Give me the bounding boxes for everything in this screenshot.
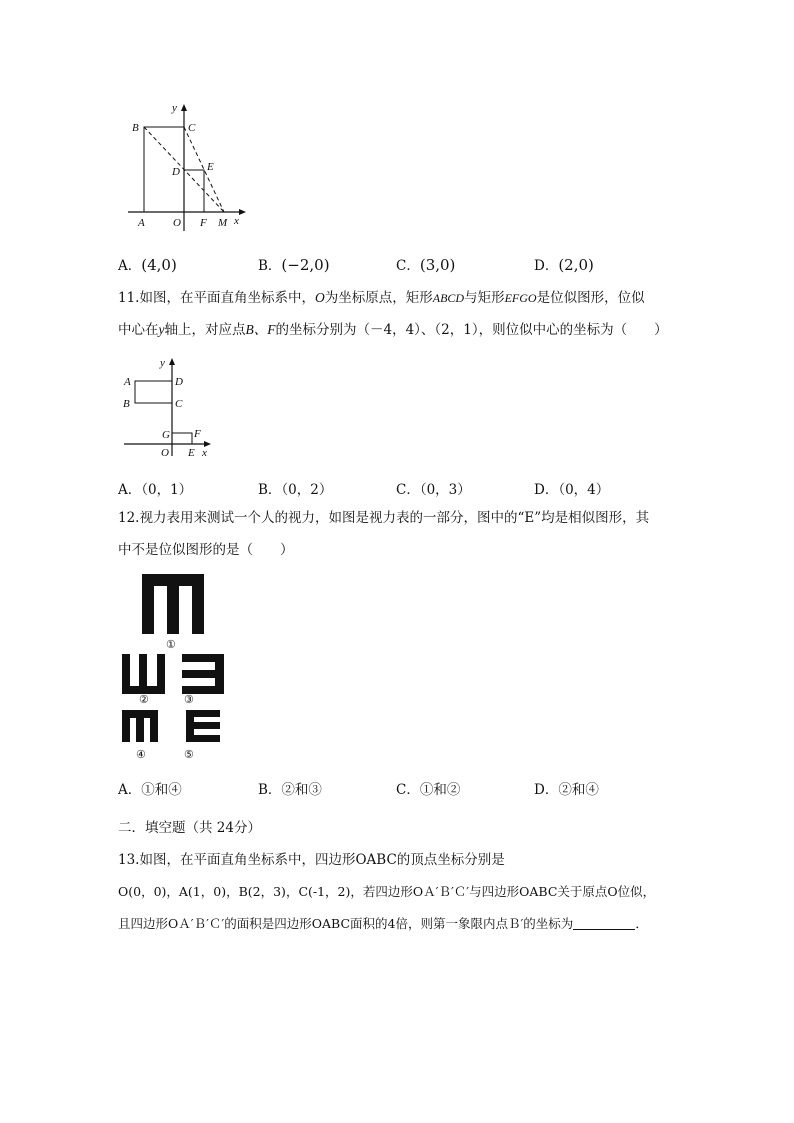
q12-option-d[interactable]: D．②和④ (534, 782, 599, 798)
q11-label-y: y (160, 357, 165, 369)
q11-label-f: F (194, 428, 201, 440)
q10-label-a: A (138, 217, 145, 229)
q13-stem-line2: O(0，0)，A(1，0)，B(2，3)，C(-1，2)，若四边形OＡ′Ｂ′Ｃ′与四边形OABC关于原点O位似， (118, 884, 656, 899)
section-heading-fill-in: 二．填空题（共 24分） (118, 820, 261, 836)
e-chart-symbol-1 (142, 574, 204, 634)
option-letter: B． (258, 258, 282, 274)
q10-option-a[interactable] (118, 254, 177, 274)
e-chart-symbol-2 (122, 654, 165, 694)
option-value: (3,0) (419, 256, 456, 274)
option-letter: A． (118, 258, 142, 274)
q12-label-5: ⑤ (184, 749, 194, 761)
q11-label-o: O (161, 447, 169, 459)
q11-label-a: A (124, 376, 131, 388)
q10-option-d[interactable] (534, 254, 594, 274)
q11-label-d: D (175, 376, 183, 388)
q10-label-m: M (218, 217, 228, 229)
q12-label-4: ④ (136, 749, 146, 761)
option-value: (2,0) (558, 256, 594, 274)
option-letter: C． (396, 258, 420, 274)
q13-answer-blank[interactable] (573, 916, 635, 930)
q10-label-o: O (173, 217, 181, 229)
q11-label-c: C (175, 398, 183, 410)
q10-label-x: x (234, 215, 239, 227)
q11-option-c[interactable]: C．（0，3） (396, 482, 471, 498)
q10-label-b: B (132, 122, 139, 134)
q10-label-e: E (207, 161, 214, 173)
q11-option-a[interactable]: A．（0，1） (118, 482, 193, 498)
q11-stem-line2: 中心在y轴上，对应点B、F的坐标分别为（－4，4）、（2，1），则位似中心的坐标为（ ） (118, 322, 668, 338)
q12-stem-line1: 12.视力表用来测试一个人的视力，如图是视力表的一部分，图中的“E”均是相似图形，其 (118, 510, 650, 526)
q10-label-d: D (172, 166, 180, 178)
q10-label-c: C (188, 122, 196, 134)
q13-stem-line1: 13.如图，在平面直角坐标系中，四边形OABC的顶点坐标分别是 (118, 852, 505, 868)
q11-label-g: G (162, 429, 170, 441)
option-value: (−2,0) (281, 256, 330, 274)
q12-label-2: ② (139, 694, 149, 706)
q12-stem-line2: 中不是位似图形的是（ ） (118, 542, 294, 558)
q12-label-3: ③ (184, 694, 194, 706)
q10-figure (118, 96, 258, 236)
q10-label-f: F (200, 217, 207, 229)
q12-option-b[interactable]: B．②和③ (258, 782, 322, 798)
q11-label-x: x (202, 447, 207, 459)
q12-figure (112, 568, 242, 768)
q13-stem-line3: 且四边形OＡ′Ｂ′Ｃ′的面积是四边形OABC面积的4倍，则第一象限内点Ｂ′的坐标为 ． (118, 916, 648, 931)
e-chart-symbol-5 (186, 710, 220, 742)
q11-stem-line1: 11.如图，在平面直角坐标系中，O为坐标原点，矩形ABCD与矩形EFGO是位似图形，位似 (118, 290, 645, 306)
q10-option-c[interactable] (396, 254, 455, 274)
e-chart-symbol-3 (182, 654, 224, 694)
q12-label-1: ① (166, 639, 176, 651)
q11-option-d[interactable]: D．（0，4） (534, 482, 610, 498)
q12-option-a[interactable]: A．①和④ (118, 782, 182, 798)
q10-option-b[interactable] (258, 254, 330, 274)
option-value: (4,0) (141, 256, 177, 274)
q11-option-b[interactable]: B．（0，2） (258, 482, 333, 498)
option-letter: D． (534, 258, 559, 274)
q10-label-y: y (172, 102, 177, 114)
q11-label-e: E (188, 447, 195, 459)
q11-figure (118, 352, 218, 462)
q11-label-b: B (123, 398, 130, 410)
q12-option-c[interactable]: C．①和② (396, 782, 461, 798)
e-chart-symbol-4 (122, 710, 158, 742)
